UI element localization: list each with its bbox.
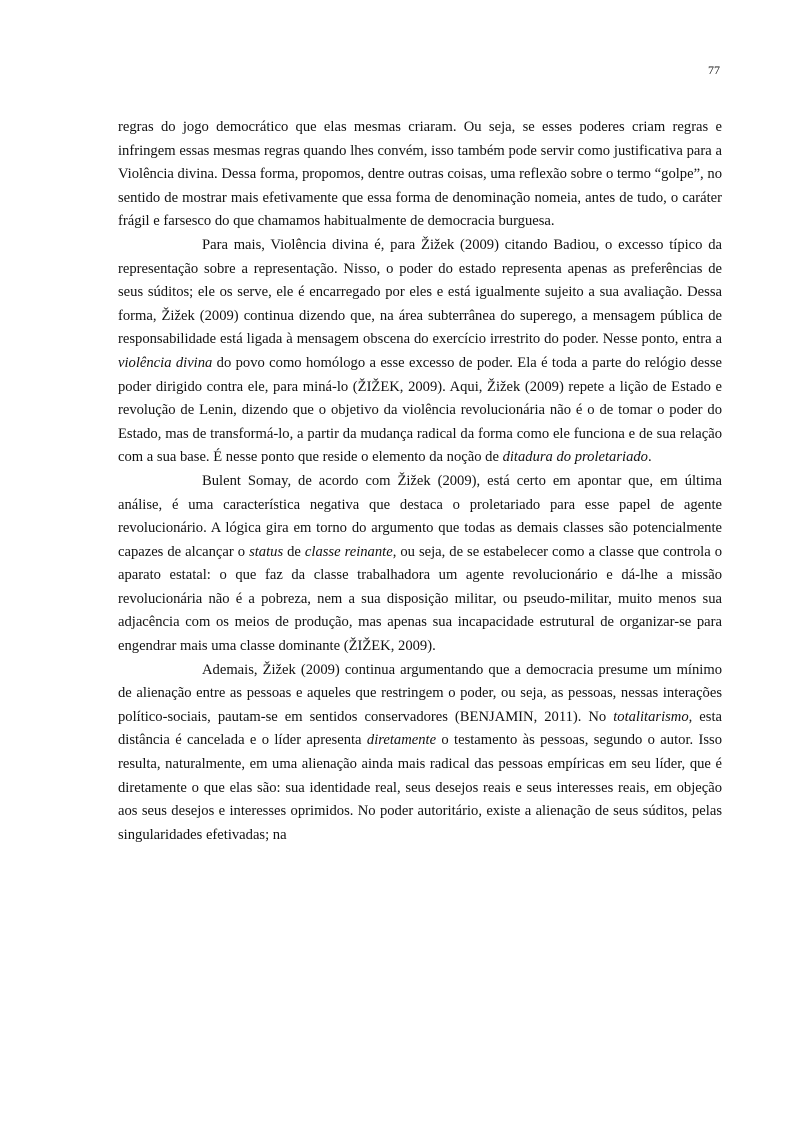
page-number: 77 (708, 63, 720, 77)
paragraph-text: o testamento às pessoas, segundo o autor. Isso resulta, naturalmente, em uma alienação ainda mais radical das pessoas empíricas em seu líder, que é diretamente o que elas são: sua identidade real, seus desejos reais e seus interesses reais, em objeção aos seus desejos e interesses oprimidos. No poder autoritário, existe a alienação de seus súditos, pelas singularidades efetivadas; na (118, 732, 722, 843)
paragraph-text: de (283, 543, 305, 560)
paragraph-text: Bulent Somay, de acordo com Žižek (2009), está certo em apontar que, em última análise, é uma característica negativa que destaca o proletariado para esse papel de agente revolucionário. A lógica gira em torno do argumento que todas as demais classes são potencialmente capazes de alcançar o (118, 472, 722, 560)
paragraph-1 (118, 116, 722, 234)
paragraph-2 (118, 234, 722, 470)
italic-term: totalitarismo (613, 708, 689, 725)
italic-term: ditadura do proletariado (502, 449, 648, 466)
italic-term: diretamente (366, 732, 437, 749)
paragraph-3 (118, 470, 722, 659)
italic-term: status (249, 543, 284, 560)
paragraph-text: Para mais, Violência divina é, para Žižek (2009) citando Badiou, o excesso típico da representação sobre a representação. Nisso, o poder do estado representa apenas as preferências de seus súditos; ele os serve, ele é encarregado por eles e está igualmente sujeito a sua avaliação. Dessa forma, Žižek (2009) continua dizendo que, na área subterrânea do superego, a mensagem pública de responsabilidade está ligada à mensagem obscena do exercício irrestrito do poder. Nesse ponto, entra a (118, 236, 722, 348)
paragraph-text: do povo como homólogo a esse excesso de poder. Ela é toda a parte do relógio desse poder dirigido contra ele, para miná-lo (ŽIŽEK, 2009). Aqui, Žižek (2009) repete a lição de Estado e revolução de Lenin, dizendo que o objetivo da violência revolucionária não é o de tomar o poder do Estado, mas de transformá-lo, a partir da mudança radical da forma como ele funciona e de sua relação com a sua base. É nesse ponto que reside o elemento da noção de (118, 354, 722, 466)
body-text (118, 116, 722, 847)
paragraph-text: . (647, 449, 652, 466)
italic-term: violência divina (118, 354, 213, 371)
italic-term: classe reinante (304, 543, 393, 560)
paragraph-text: Ademais, Žižek (2009) continua argumentando que a democracia presume um mínimo de alienação entre as pessoas e aqueles que restringem o poder, ou seja, as pessoas, nessas interações político-sociais, pautam-se em sentidos conservadores (BENJAMIN, 2011). No (118, 661, 722, 725)
paragraph-text: regras do jogo democrático que elas mesmas criaram. Ou seja, se esses poderes criam regras e infringem essas mesmas regras quando lhes convém, isso também pode servir como justificativa para a Violência divina. Dessa forma, propomos, dentre outras coisas, uma reflexão sobre o termo “golpe”, no sentido de mostrar mais efetivamente que essa forma de denominação nomeia, antes de tudo, o caráter frágil e farsesco do que chamamos habitualmente de democracia burguesa. (118, 119, 722, 230)
paragraph-4 (118, 659, 722, 848)
paragraph-text: , ou seja, de se estabelecer como a classe que controla o aparato estatal: o que faz da classe trabalhadora um agente revolucionário e dá-lhe a missão revolucionária não é a pobreza, nem a sua disposição militar, ou pseudo-militar, muito menos sua adjacência com os meios de produção, mas apenas sua incapacidade estrutural de organizar-se para engendrar mais uma classe dominante (ŽIŽEK, 2009). (118, 543, 722, 655)
paragraph-text: , esta distância é cancelada e o líder apresenta (118, 708, 722, 749)
